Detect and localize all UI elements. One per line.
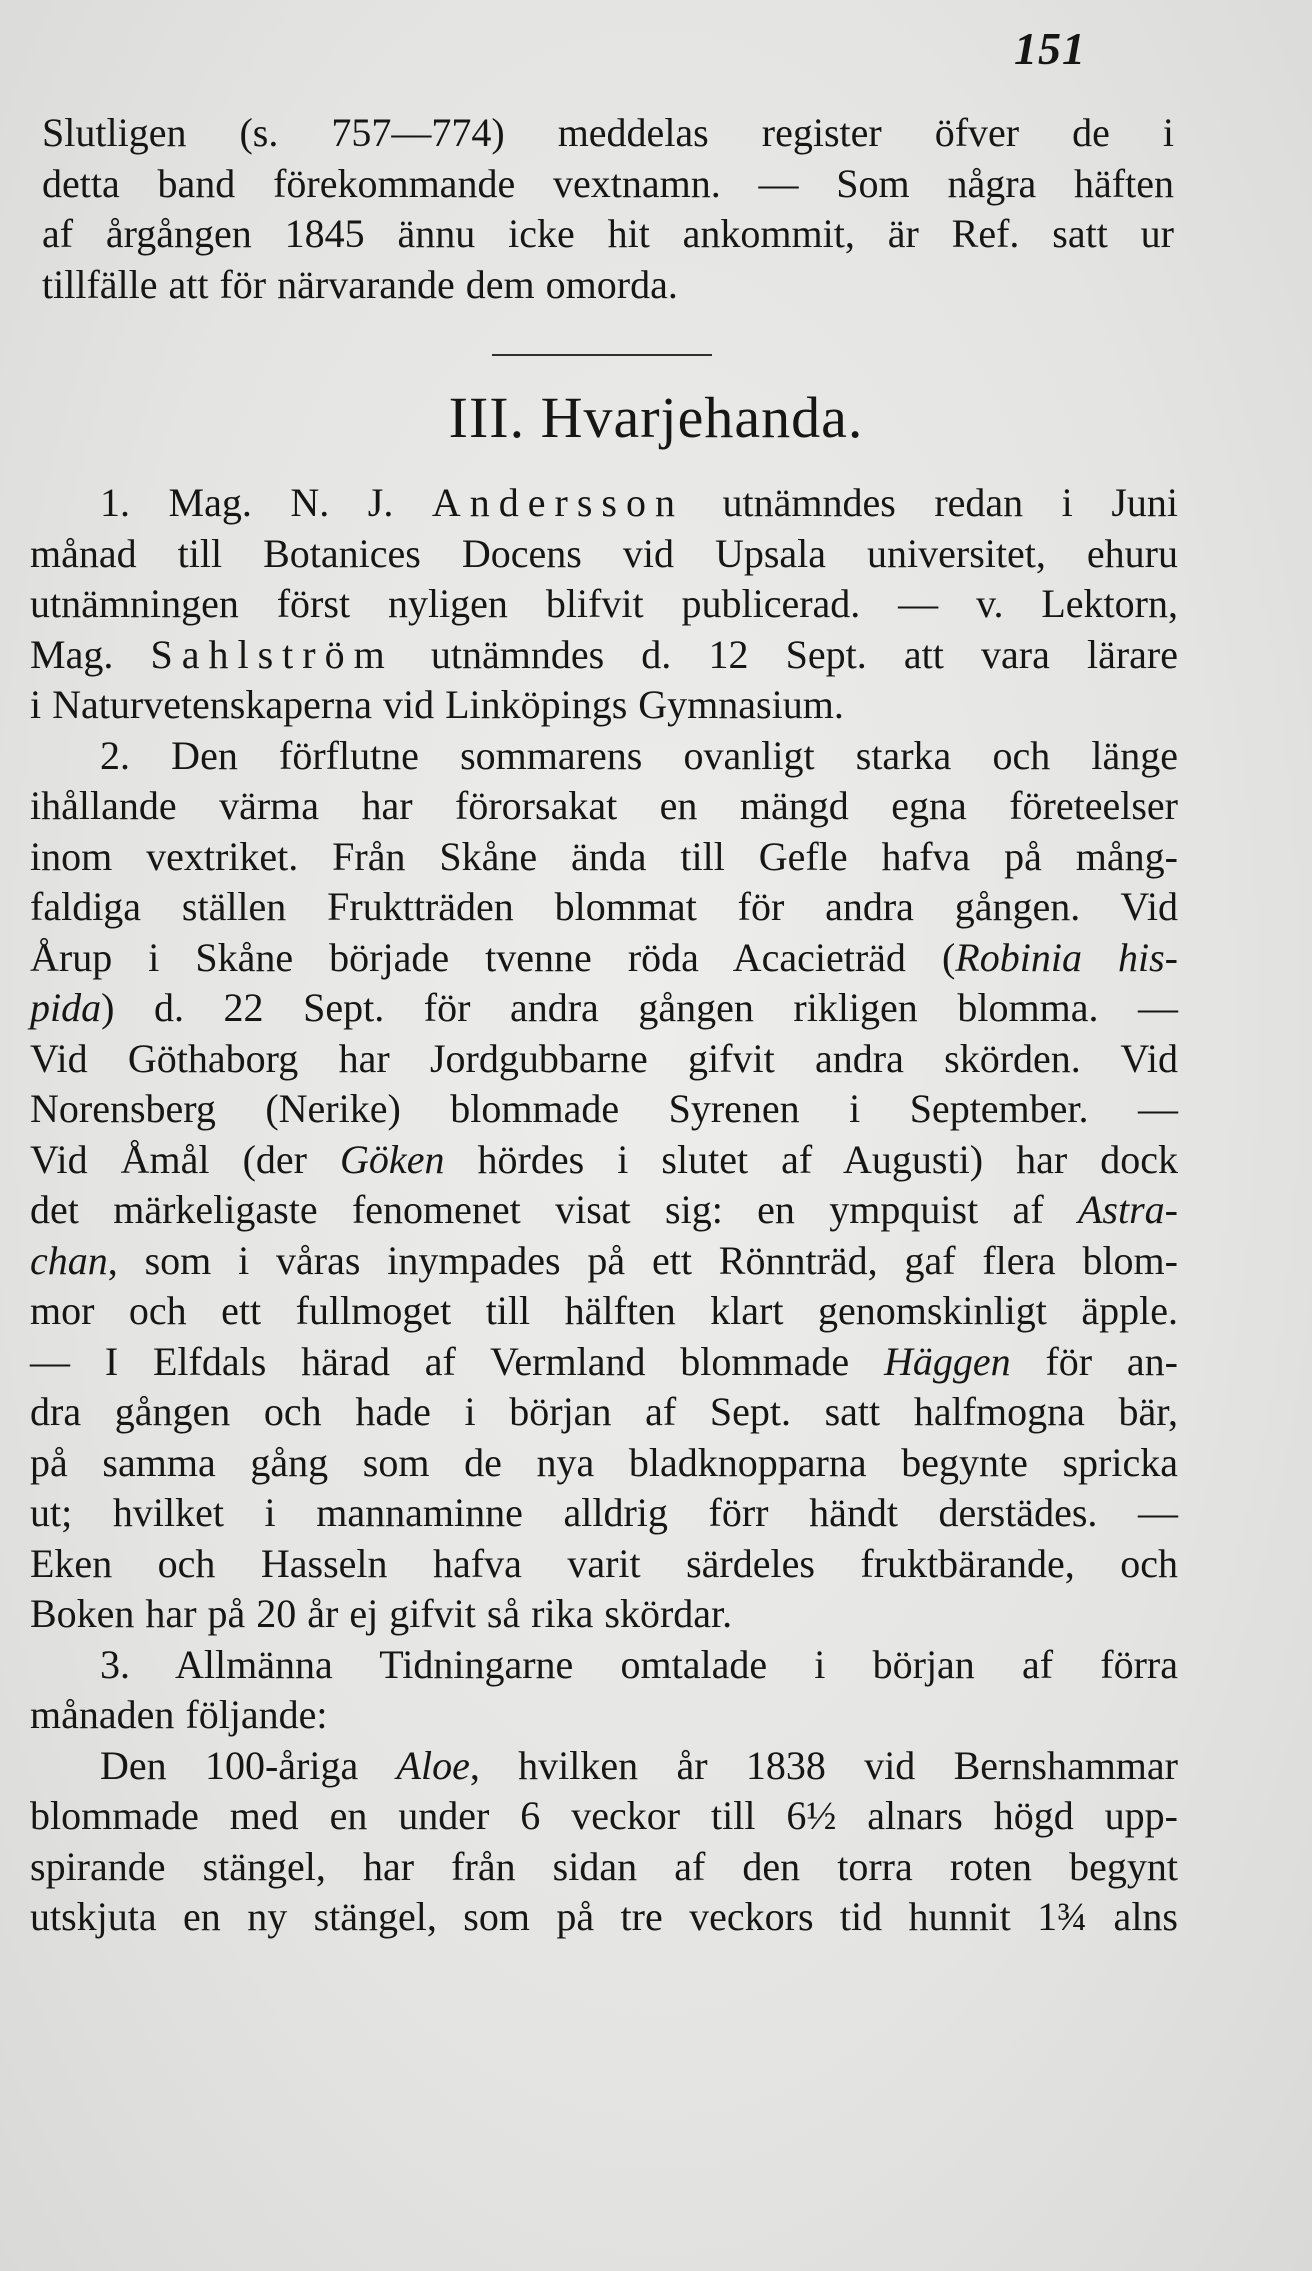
intro-paragraph: [42, 108, 1174, 310]
item-2-line: ut; hvilket i mannaminne alldrig förr händt derstädes. —: [30, 1490, 1178, 1535]
person-name: Sahlström: [150, 631, 394, 677]
item-2-line: ihållande värma har förorsakat en mängd egna företeelser: [30, 783, 1178, 828]
text-line: detta band förekommande vextnamn. — Som några häften: [42, 160, 1174, 206]
item-2-line: chan, som i våras inympades på ett Rönnträd, gaf flera blom-: [30, 1237, 1178, 1283]
item-2-line: Eken och Hasseln hafva varit särdeles fruktbärande, och: [30, 1540, 1178, 1586]
item-3-line: Den 100-åriga Aloe, hvilken år 1838 vid Bernshammar: [100, 1742, 1178, 1788]
item-3-line: månaden följande:: [30, 1692, 328, 1737]
section-body: [30, 478, 1178, 1943]
item-2-line: dra gången och hade i början af Sept. satt halfmogna bär,: [30, 1389, 1178, 1434]
item-2-line: faldiga ställen Fruktträden blommat för andra gången. Vid: [30, 884, 1178, 929]
section-divider: [492, 354, 712, 356]
section-heading: III. Hvarjehanda.: [448, 385, 864, 450]
item-2-line: Vid Åmål (der Göken hördes i slutet af Augusti) har dock: [30, 1136, 1178, 1182]
item-2-line: — I Elfdals härad af Vermland blommade Häggen för an-: [30, 1338, 1179, 1384]
item-3-line: utskjuta en ny stängel, som på tre veckors tid hunnit 1¾ alns: [30, 1894, 1178, 1939]
item-2-line: Boken har på 20 år ej gifvit så rika skördar.: [30, 1591, 733, 1636]
item-3-line: 3. Allmänna Tidningarne omtalade i början af förra: [100, 1641, 1178, 1687]
item-1-line: månad till Botanices Docens vid Upsala universitet, ehuru: [30, 530, 1178, 576]
item-2-line: inom vextriket. Från Skåne ända till Gefle hafva på mång-: [30, 833, 1178, 879]
item-2-line: 2. Den förflutne sommarens ovanligt starka och länge: [100, 732, 1178, 778]
item-1-line: utnämningen först nyligen blifvit publicerad. — v. Lektorn,: [30, 581, 1178, 626]
item-1-line: 1. Mag. N. J. Andersson utnämndes redan i Juni: [100, 480, 1178, 525]
person-name: Andersson: [431, 480, 684, 525]
text-line: Slutligen (s. 757—774) meddelas register öfver de i: [42, 110, 1174, 155]
item-2-line: Norensberg (Nerike) blommade Syrenen i September. —: [30, 1086, 1178, 1131]
item-2-line: Årup i Skåne började tvenne röda Acacieträd (Robinia his-: [30, 934, 1178, 980]
item-1-line: Mag. Sahlström utnämndes d. 12 Sept. att vara lärare: [30, 631, 1178, 677]
text-line: tillfälle att för närvarande dem omorda.: [42, 261, 678, 307]
page-number: 151: [1014, 23, 1086, 74]
item-3-line: blommade med en under 6 veckor till 6½ alnars högd upp-: [30, 1793, 1178, 1838]
text-line: af årgången 1845 ännu icke hit ankommit, är Ref. satt ur: [42, 211, 1174, 256]
item-2-line: pida) d. 22 Sept. för andra gången rikligen blomma. —: [30, 985, 1178, 1030]
item-2-line: mor och ett fullmoget till hälften klart genomskinligt äpple.: [30, 1288, 1178, 1333]
item-2-line: på samma gång som de nya bladknopparna begynte spricka: [30, 1439, 1178, 1485]
item-1-line: i Naturvetenskaperna vid Linköpings Gymnasium.: [30, 682, 844, 727]
item-2-line: Vid Göthaborg har Jordgubbarne gifvit andra skörden. Vid: [30, 1035, 1178, 1081]
item-2-line: det märkeligaste fenomenet visat sig: en ympquist af Astra-: [30, 1187, 1178, 1232]
item-3-line: spirande stängel, har från sidan af den torra roten begynt: [30, 1843, 1178, 1889]
